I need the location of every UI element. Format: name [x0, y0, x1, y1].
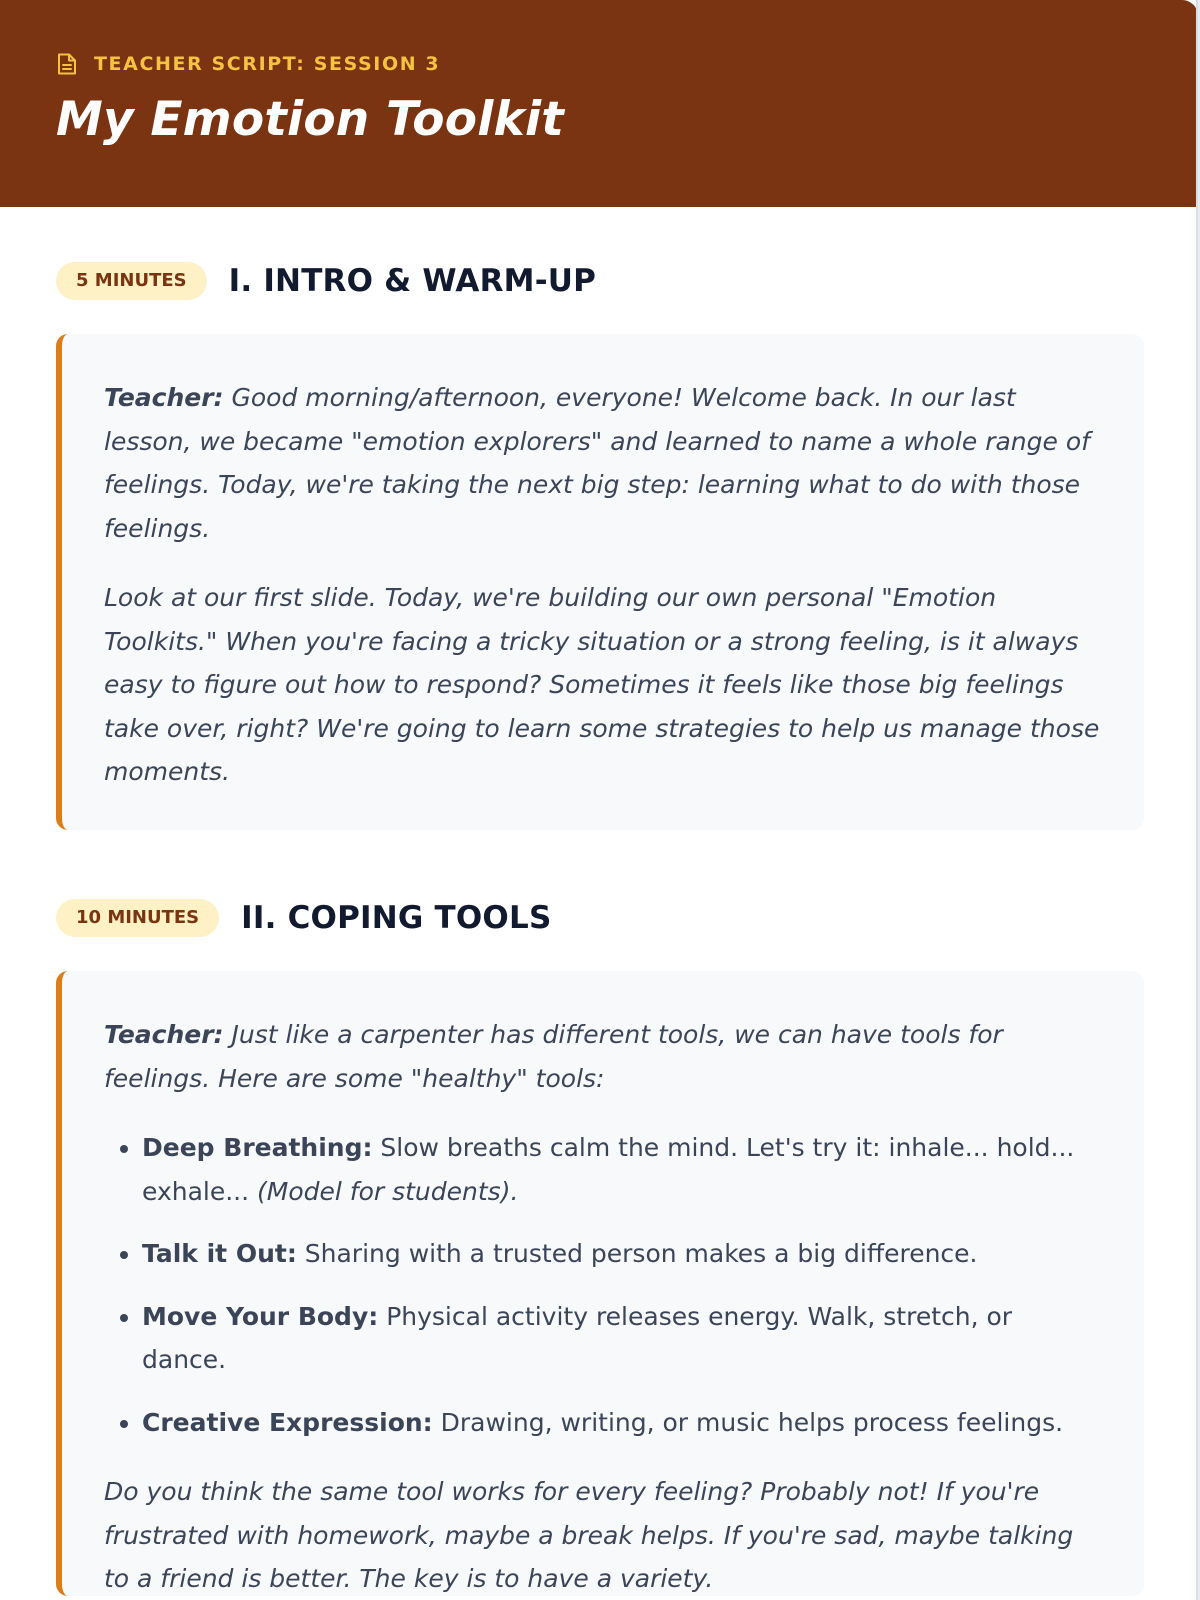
script-text: Do you think the same tool works for every feeling? Probably not! If you're frustrated with homework, maybe a break helps. If you're sad, maybe talking to a friend is better. The key is to have a variety.	[104, 1477, 1074, 1593]
tool-list	[104, 1126, 1104, 1444]
tool-name: Creative Expression:	[142, 1407, 433, 1437]
tool-description: Slow breaths calm the mind. Let's try it: inhale... hold... exhale...	[142, 1133, 1075, 1206]
speaker-label: Teacher:	[104, 383, 224, 412]
teacher-note: (Model for students).	[257, 1176, 519, 1206]
session-label-text: TEACHER SCRIPT: SESSION 3	[94, 53, 441, 75]
list-item	[142, 1232, 1104, 1276]
script-paragraph	[104, 1470, 1104, 1600]
session-label	[56, 52, 440, 76]
script-card-intro	[56, 334, 1144, 830]
tool-name: Move Your Body:	[142, 1301, 379, 1331]
page-title: My Emotion Toolkit	[56, 92, 564, 147]
page-header	[0, 0, 1198, 207]
tool-description: Physical activity releases energy. Walk, stretch, or dance.	[142, 1301, 1013, 1374]
section-intro-header	[56, 262, 596, 300]
list-item	[142, 1295, 1104, 1382]
script-text: Good morning/afternoon, everyone! Welcome back. In our last lesson, we became "emotion explorers" and learned to name a whole range of feelings. Today, we're taking the next big step: learning what to do with those feelings.	[104, 383, 1090, 543]
list-item	[142, 1401, 1104, 1445]
section-title: II. COPING TOOLS	[241, 900, 552, 936]
script-text: Just like a carpenter has different tools, we can have tools for feelings. Here are some "healthy" tools:	[104, 1020, 1003, 1093]
tool-name: Talk it Out:	[142, 1239, 297, 1268]
time-badge: 10 MINUTES	[56, 899, 219, 937]
tool-description: Sharing with a trusted person makes a big difference.	[296, 1239, 978, 1268]
list-item	[142, 1126, 1104, 1213]
speaker-label: Teacher:	[104, 1020, 224, 1049]
section-title: I. INTRO & WARM-UP	[228, 263, 597, 299]
tool-name: Deep Breathing:	[142, 1133, 373, 1162]
tool-description: Drawing, writing, or music helps process feelings.	[432, 1407, 1064, 1437]
script-paragraph	[104, 1013, 1104, 1100]
script-card-tools	[56, 971, 1144, 1596]
section-tools-header	[56, 899, 551, 937]
script-paragraph	[104, 376, 1104, 550]
time-badge: 5 MINUTES	[56, 262, 207, 300]
script-text: Look at our first slide. Today, we're building our own personal "Emotion Toolkits." When you're facing a tricky situation or a strong feeling, is it always easy to figure out how to respond? Sometimes it feels like those big feelings take over, right? We're going to learn some strategies to help us manage those moments.	[104, 583, 1100, 786]
script-paragraph	[104, 576, 1104, 794]
document-icon	[56, 52, 78, 76]
